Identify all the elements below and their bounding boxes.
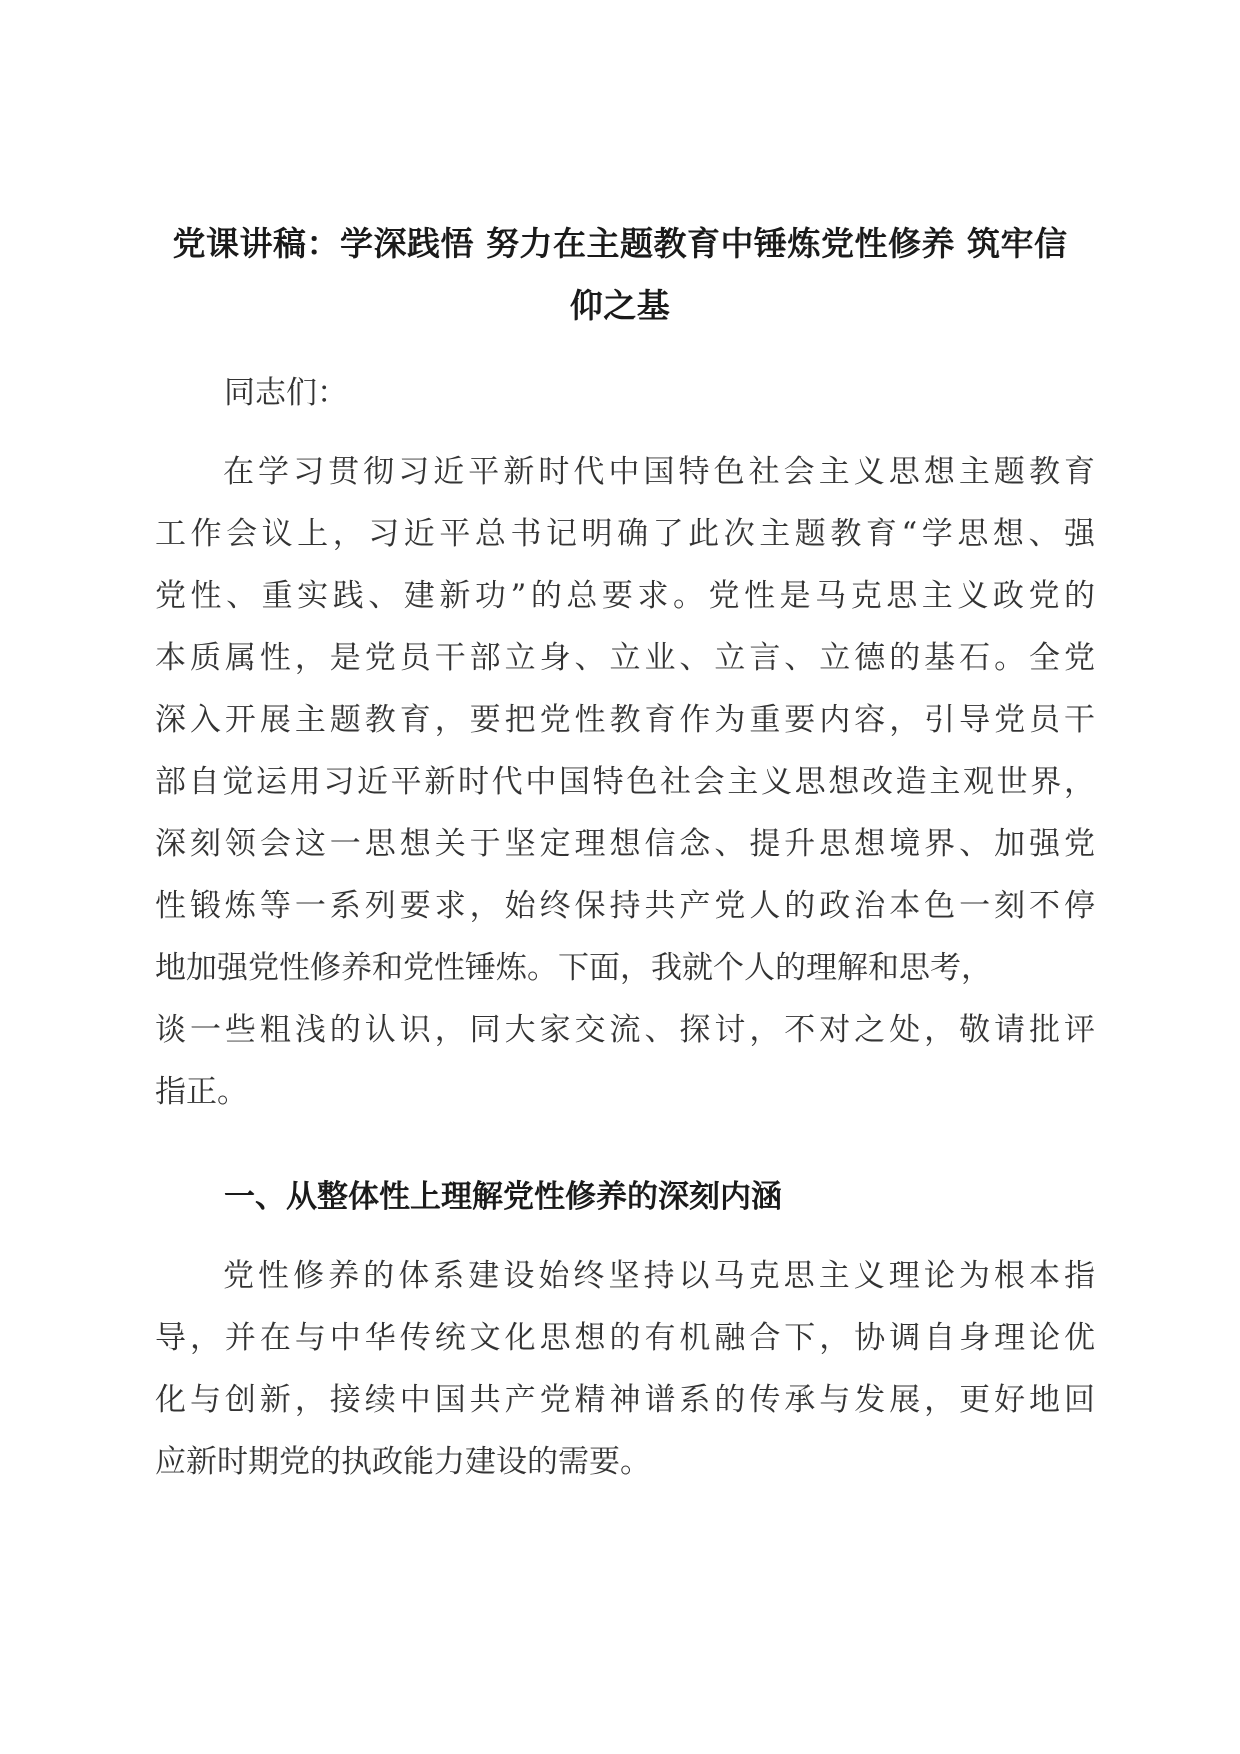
paragraph-line: 党性修养的体系建设始终坚持以马克思主义理论为根本指 (223, 1258, 1095, 1294)
paragraph-line: 谈一些粗浅的认识，同大家交流、探讨，不对之处，敬请批评 (155, 1012, 1095, 1048)
paragraph-line: 党性、重实践、建新功”的总要求。党性是马克思主义政党的 (155, 578, 1095, 614)
paragraph-line: 导，并在与中华传统文化思想的有机融合下，协调自身理论优 (155, 1320, 1095, 1356)
paragraph-line: 性锻炼等一系列要求，始终保持共产党人的政治本色一刻不停 (155, 888, 1095, 924)
paragraph-line: 深刻领会这一思想关于坚定理想信念、提升思想境界、加强党 (155, 826, 1095, 862)
paragraph-line: 深入开展主题教育，要把党性教育作为重要内容，引导党员干 (155, 702, 1095, 738)
paragraph-line: 本质属性，是党员干部立身、立业、立言、立德的基石。全党 (155, 640, 1095, 676)
salutation: 同志们： (224, 375, 348, 411)
paragraph-line: 应新时期党的执政能力建设的需要。 (155, 1444, 651, 1480)
section-heading: 一、从整体性上理解党性修养的深刻内涵 (224, 1179, 782, 1215)
paragraph-line: 指正。 (155, 1074, 248, 1110)
paragraph-line: 部自觉运用习近平新时代中国特色社会主义思想改造主观世界， (155, 764, 1095, 800)
title-line: 党课讲稿：学深践悟 努力在主题教育中锤炼党性修养 筑牢信 (172, 224, 1068, 263)
paragraph-line: 化与创新，接续中国共产党精神谱系的传承与发展，更好地回 (155, 1382, 1095, 1418)
body-paragraph-section1 (155, 1245, 1095, 1493)
paragraph-line: 在学习贯彻习近平新时代中国特色社会主义思想主题教育 (223, 454, 1095, 490)
title-line: 仰之基 (569, 286, 671, 325)
document-title (150, 213, 1090, 337)
body-paragraph-intro (155, 441, 1095, 1123)
paragraph-line: 工作会议上，习近平总书记明确了此次主题教育“学思想、强 (155, 516, 1095, 552)
paragraph-line: 地加强党性修养和党性锤炼。下面，我就个人的理解和思考， (155, 950, 992, 986)
